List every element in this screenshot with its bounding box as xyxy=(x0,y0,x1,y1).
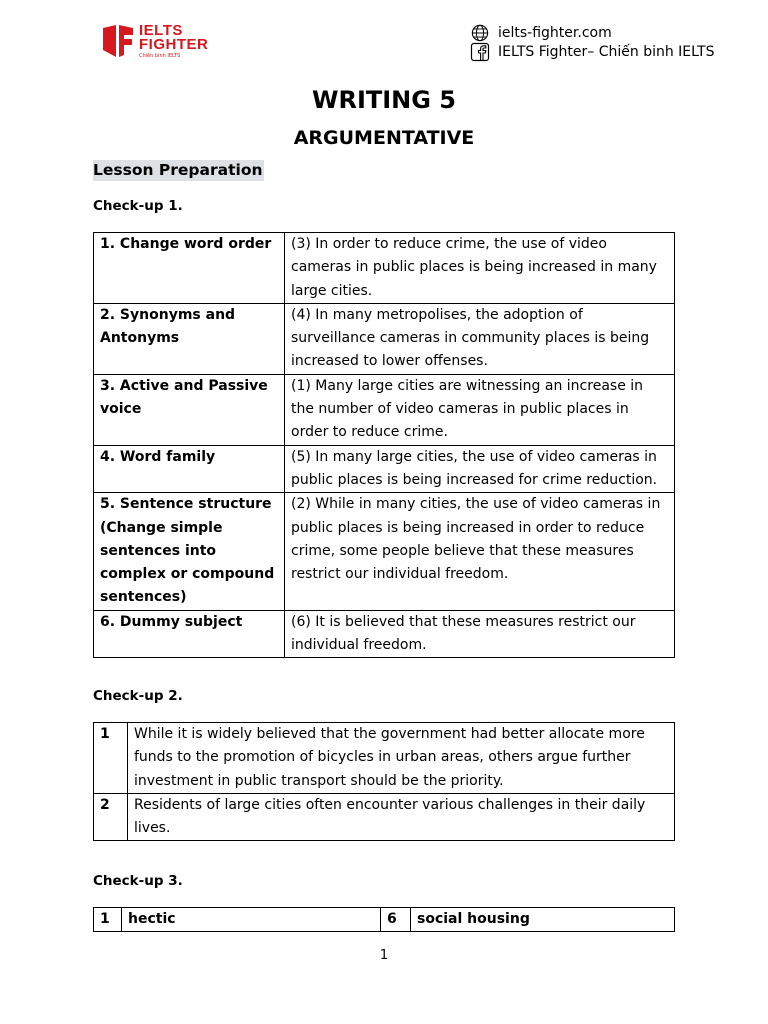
table-row xyxy=(94,908,675,932)
facebook-link[interactable]: IELTS Fighter– Chiến binh IELTS xyxy=(498,43,715,60)
section-heading: Lesson Preparation xyxy=(93,161,263,179)
checkup2-table xyxy=(93,722,675,841)
sentence-cell: (5) In many large cities, the use of video cameras in public places is being increased for crime reduction. xyxy=(285,445,675,493)
facebook-icon xyxy=(470,42,490,62)
logo-emblem-icon xyxy=(101,24,135,58)
table-row xyxy=(94,445,675,493)
globe-icon xyxy=(470,24,490,42)
technique-cell: 6. Dummy subject xyxy=(94,610,285,658)
number-cell: 6 xyxy=(381,908,411,932)
sentence-cell: (3) In order to reduce crime, the use of video cameras in public places is being increased in many large cities. xyxy=(285,233,675,304)
page-title: WRITING 5 xyxy=(311,86,457,114)
table-row xyxy=(94,493,675,610)
logo-text-fighter: FIGHTER xyxy=(139,36,209,53)
logo-tagline: Chiến binh IELTS xyxy=(139,53,181,59)
page-number: 1 xyxy=(379,948,389,963)
table-row xyxy=(94,793,675,841)
website-link[interactable]: ielts-fighter.com xyxy=(498,24,612,41)
technique-cell: 1. Change word order xyxy=(94,233,285,304)
number-cell: 1 xyxy=(94,723,128,794)
website-row xyxy=(470,23,714,42)
table-row xyxy=(94,723,675,794)
sentence-cell: (2) While in many cities, the use of video cameras in public places is being increased in order to reduce crime, some people believe that these measures restrict our individual freedom. xyxy=(285,493,675,610)
number-cell: 2 xyxy=(94,793,128,841)
table-row xyxy=(94,610,675,658)
table-row xyxy=(94,374,675,445)
technique-cell: 3. Active and Passive voice xyxy=(94,374,285,445)
facebook-row xyxy=(470,42,714,61)
ielts-fighter-logo xyxy=(101,22,216,62)
checkup1-table xyxy=(93,232,675,658)
word-cell: social housing xyxy=(411,908,675,932)
sentence-cell: While it is widely believed that the government had better allocate more funds to the promotion of bicycles in urban areas, others argue further investment in public transport should be the priority. xyxy=(128,723,675,794)
technique-cell: 4. Word family xyxy=(94,445,285,493)
table-row xyxy=(94,233,675,304)
sentence-cell: (4) In many metropolises, the adoption of surveillance cameras in community places is being increased to lower offenses. xyxy=(285,303,675,374)
technique-cell: 5. Sentence structure (Change simple sentences into complex or compound sentences) xyxy=(94,493,285,610)
sentence-cell: Residents of large cities often encounter various challenges in their daily lives. xyxy=(128,793,675,841)
contact-info xyxy=(470,23,714,61)
word-cell: hectic xyxy=(122,908,381,932)
checkup3-label: Check-up 3. xyxy=(93,873,183,889)
number-cell: 1 xyxy=(94,908,122,932)
sentence-cell: (6) It is believed that these measures restrict our individual freedom. xyxy=(285,610,675,658)
page-subtitle: ARGUMENTATIVE xyxy=(293,127,475,149)
table-row xyxy=(94,303,675,374)
sentence-cell: (1) Many large cities are witnessing an increase in the number of video cameras in public places in order to reduce crime. xyxy=(285,374,675,445)
checkup2-label: Check-up 2. xyxy=(93,688,183,704)
checkup1-label: Check-up 1. xyxy=(93,198,183,214)
logo-text-ielts: IELTS xyxy=(139,22,183,39)
technique-cell: 2. Synonyms and Antonyms xyxy=(94,303,285,374)
checkup3-table xyxy=(93,907,675,932)
